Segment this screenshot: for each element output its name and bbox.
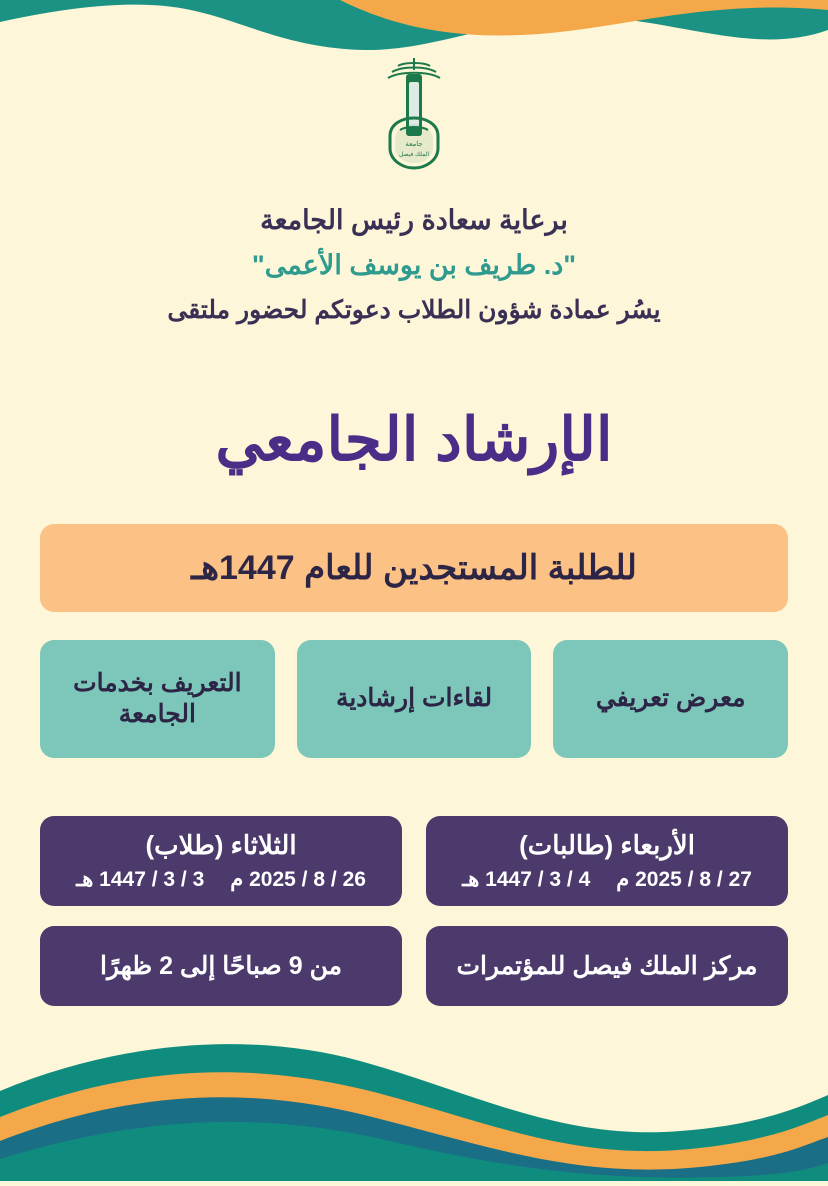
features-row bbox=[40, 640, 788, 758]
schedule-day-label: الثلاثاء (طلاب) bbox=[145, 830, 297, 860]
feature-box-services bbox=[40, 640, 275, 758]
schedule-box-tuesday bbox=[40, 816, 402, 906]
schedule-dates bbox=[462, 867, 752, 892]
king-faisal-university-logo bbox=[368, 52, 460, 176]
feature-box-exhibition bbox=[553, 640, 788, 758]
details-row bbox=[40, 926, 788, 1006]
schedule-day-label: الأربعاء (طالبات) bbox=[519, 830, 695, 860]
banner-subtitle bbox=[40, 524, 788, 612]
schedule-dates bbox=[76, 867, 366, 892]
logo-container bbox=[0, 52, 828, 176]
invitation-line: يسُر عمادة شؤون الطلاب دعوتكم لحضور ملتقى bbox=[167, 296, 661, 324]
schedule-gregorian-date: 26 / 8 / 2025 م bbox=[230, 868, 366, 891]
feature-label: التعريف بخدمات الجامعة bbox=[73, 668, 242, 728]
feature-label: معرض تعريفي bbox=[595, 684, 746, 713]
page-title: الإرشاد الجامعي bbox=[215, 406, 613, 473]
schedule-row bbox=[40, 816, 788, 906]
event-venue-label: مركز الملك فيصل للمؤتمرات bbox=[456, 952, 758, 980]
schedule-box-wednesday bbox=[426, 816, 788, 906]
president-name: "د. طريف بن يوسف الأعمى" bbox=[251, 250, 577, 280]
schedule-hijri-date: 3 / 3 / 1447 هـ bbox=[76, 868, 205, 891]
bottom-wave-decoration bbox=[0, 1021, 828, 1181]
event-time-label: من 9 صباحًا إلى 2 ظهرًا bbox=[100, 952, 342, 980]
feature-label: لقاءات إرشادية bbox=[335, 684, 493, 713]
patronage-line: برعاية سعادة رئيس الجامعة bbox=[260, 205, 568, 235]
banner-subtitle-label: للطلبة المستجدين للعام 1447هـ bbox=[191, 549, 637, 587]
header-text-block bbox=[0, 205, 828, 325]
detail-box-time bbox=[40, 926, 402, 1006]
feature-box-meetings bbox=[297, 640, 532, 758]
schedule-gregorian-date: 27 / 8 / 2025 م bbox=[616, 868, 752, 891]
svg-text:جامعة: جامعة bbox=[405, 141, 423, 148]
detail-box-venue bbox=[426, 926, 788, 1006]
schedule-hijri-date: 4 / 3 / 1447 هـ bbox=[462, 868, 591, 891]
svg-text:الملك فيصل: الملك فيصل bbox=[398, 152, 430, 158]
